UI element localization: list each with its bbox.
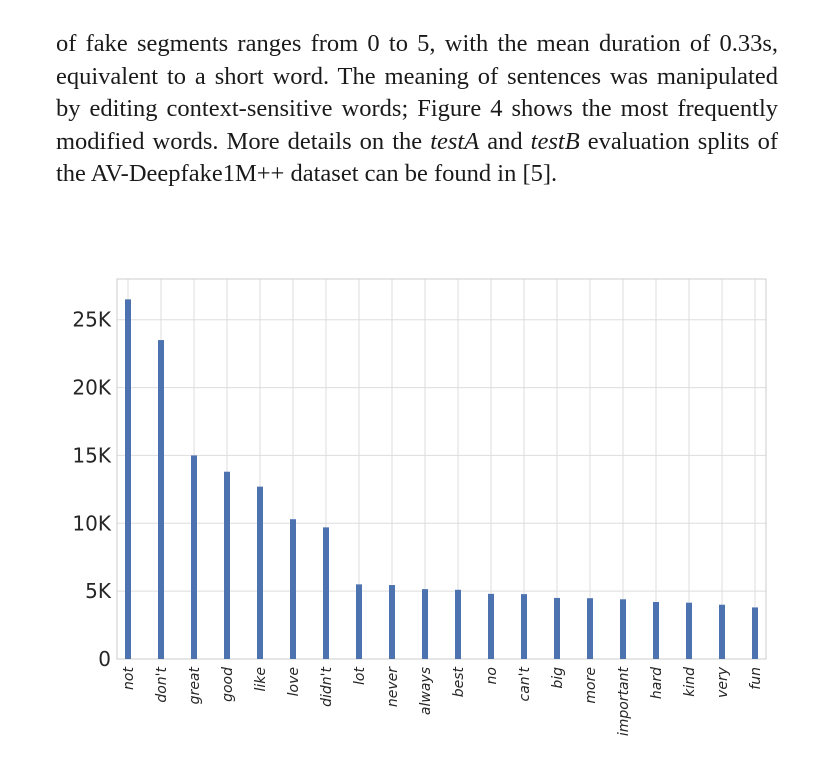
bar-didnt (323, 527, 329, 659)
chart-bars (125, 299, 758, 659)
bar-great (191, 455, 197, 659)
body-paragraph (56, 28, 778, 191)
bar-lot (356, 584, 362, 659)
y-axis-ticks (72, 308, 111, 671)
split-name-testb: testB (530, 127, 580, 155)
bar-big (554, 598, 560, 659)
x-tick-label: lot (352, 667, 368, 685)
x-tick-label: kind (682, 667, 698, 697)
x-tick-label: important (616, 667, 632, 737)
x-tick-label: didn't (319, 667, 335, 707)
y-tick-label: 10K (72, 511, 111, 536)
x-tick-label: don't (154, 667, 170, 703)
x-tick-label: can't (517, 667, 533, 702)
bar-love (290, 519, 296, 659)
x-tick-label: good (220, 667, 236, 702)
y-tick-label: 25K (72, 307, 111, 332)
bar-dont (158, 340, 164, 659)
x-tick-label: like (253, 667, 269, 692)
plot-frame (117, 279, 766, 659)
bar-never (389, 585, 395, 659)
chart-grid (117, 279, 766, 659)
y-tick-label: 5K (85, 579, 111, 604)
bar-more (587, 598, 593, 659)
bar-fun (752, 607, 758, 659)
bar-always (422, 589, 428, 659)
x-tick-label: fun (748, 667, 764, 690)
y-tick-label: 15K (72, 443, 111, 468)
bar-hard (653, 602, 659, 659)
x-axis-ticks (121, 666, 764, 736)
bar-not (125, 299, 131, 659)
x-tick-label: great (187, 667, 203, 705)
x-tick-label: best (451, 667, 467, 698)
paragraph-text: evaluation splits of the AV-Deepfake1M++ dataset can be found in [5]. (56, 127, 778, 188)
word-frequency-bar-chart (0, 270, 832, 761)
x-tick-label: big (550, 667, 566, 689)
bar-cant (521, 594, 527, 659)
x-tick-label: very (715, 667, 731, 698)
paragraph-text: of fake segments ranges from 0 to 5, with the mean duration of 0.33s, equivalent to a short word. The meaning of sentences was manipulated by editing context-sensitive words; Figure 4 shows the most frequently modified words. More details on the (56, 30, 778, 155)
paragraph-text: and (479, 127, 531, 155)
split-name-testa: testA (430, 127, 480, 155)
y-tick-label: 20K (72, 375, 111, 400)
x-tick-label: hard (649, 667, 665, 700)
bar-best (455, 590, 461, 659)
x-tick-label: more (583, 667, 599, 704)
y-tick-label: 0 (98, 647, 111, 671)
bar-good (224, 472, 230, 659)
x-tick-label: love (286, 667, 302, 697)
x-tick-label: always (418, 667, 434, 716)
bar-very (719, 605, 725, 659)
bar-kind (686, 603, 692, 659)
x-tick-label: not (121, 667, 137, 690)
x-tick-label: never (385, 667, 401, 708)
x-tick-label: no (484, 667, 500, 685)
bar-no (488, 594, 494, 659)
bar-important (620, 599, 626, 659)
bar-like (257, 487, 263, 659)
